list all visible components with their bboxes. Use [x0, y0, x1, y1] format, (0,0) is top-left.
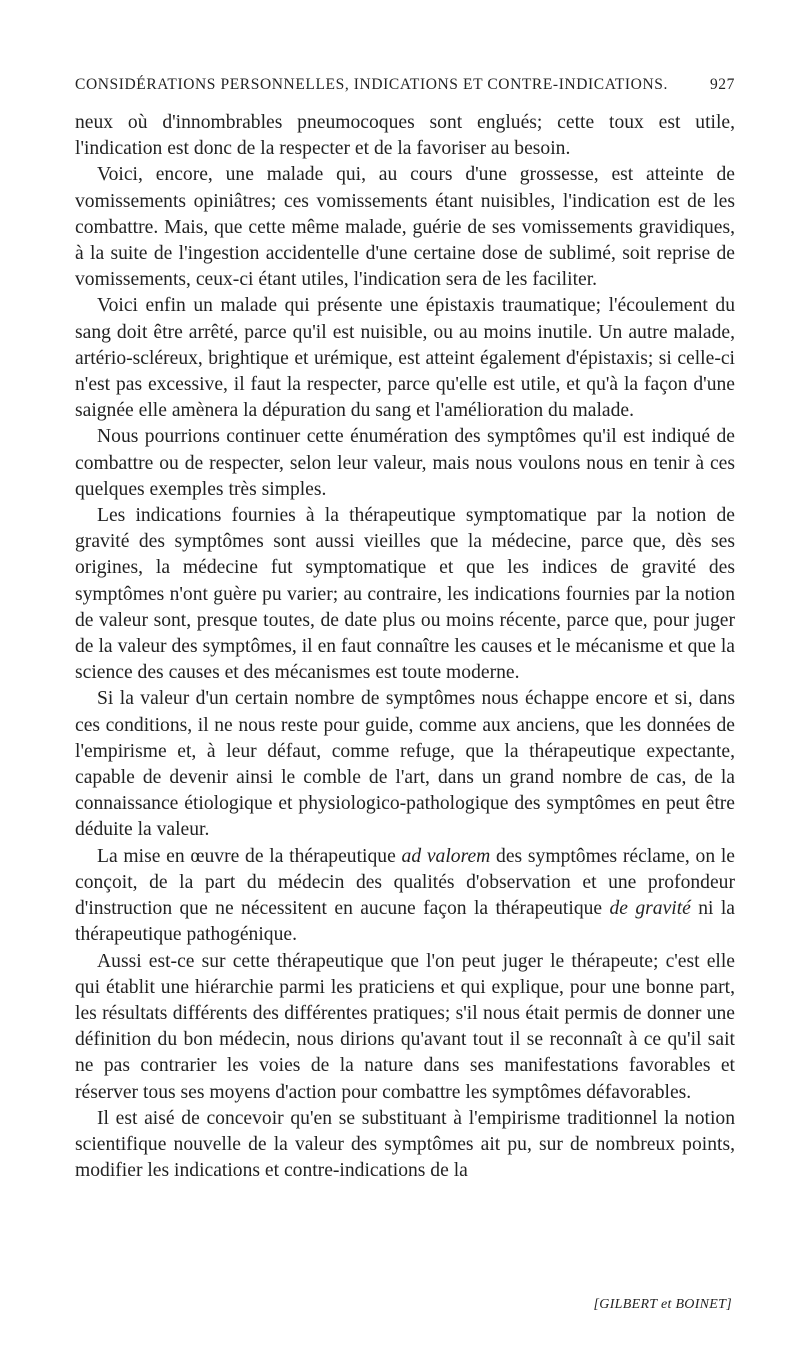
- text-run: La mise en œuvre de la thérapeutique: [97, 845, 402, 867]
- italic-phrase: ad valorem: [401, 845, 491, 867]
- text-run: ni la thérapeutique pathogénique.: [75, 898, 735, 946]
- paragraph: Nous pourrions continuer cette énumération des symptômes qu'il est indiqué de combattre ou de respecter, selon leur valeur, mais nous voulons nous en tenir à ces quelques exemples très simples.: [75, 426, 735, 500]
- body-text: [75, 110, 735, 1184]
- paragraph: Voici, encore, une malade qui, au cours d'une grossesse, est atteinte de vomissements opiniâtres; ces vomissements étant nuisibles, l'indication est de les combattre. Mais, que cette même malade, guérie de ses vomissements gravidiques, à la suite de l'ingestion accidentelle d'une certaine dose de sublimé, soit reprise de vomissements, ceux-ci étant utiles, l'indication sera de les faciliter.: [75, 164, 735, 291]
- page-number: 927: [709, 76, 735, 93]
- text-run: des symptômes réclame, on le conçoit, de la part du médecin des qualités d'observation et une profondeur d'instruction que ne nécessitent en aucune façon la thérapeutique: [75, 845, 735, 920]
- paragraph: Il est aisé de concevoir qu'en se substituant à l'empirisme traditionnel la notion scientifique nouvelle de la valeur des symptômes ait pu, sur de nombreux points, modifier les indications et contre-indications de la: [75, 1107, 735, 1182]
- footer-signature: [GILBERT et BOINET]: [593, 1297, 732, 1312]
- paragraph: Les indications fournies à la thérapeutique symptomatique par la notion de gravité des symptômes sont aussi vieilles que la médecine, parce que, dès ses origines, la médecine fut symptomatique et que les indices de gravité des symptômes n'ont guère pu varier; au contraire, les indications fournies par la notion de valeur sont, presque toutes, de date plus ou moins récente, parce que, pour juger de la valeur des symptômes, il en faut connaître les causes et le mécanisme et que la science des causes et des mécanismes est toute moderne.: [75, 505, 735, 684]
- italic-phrase: de gravité: [609, 898, 691, 920]
- running-header: [75, 76, 735, 94]
- paragraph: Si la valeur d'un certain nombre de symptômes nous échappe encore et si, dans ces conditions, il ne nous reste pour guide, comme aux anciens, que les données de l'empirisme et, à leur défaut, comme refuge, que la thérapeutique expectante, capable de devenir ainsi le comble de l'art, dans un grand nombre de cas, de la connaissance étiologique et physiologico-pathologique des symptômes en peut être déduite la valeur.: [75, 688, 735, 841]
- paragraph: Aussi est-ce sur cette thérapeutique que l'on peut juger le thérapeute; c'est elle qui établit une hiérarchie parmi les praticiens et qui explique, pour une bonne part, les résultats différents des différentes pratiques; s'il nous était permis de donner une définition du bon médecin, nous dirions qu'avant tout il se reconnaît à ce qu'il sait ne pas contrarier les voies de la nature dans ses manifestations favorables et réserver tous ses moyens d'action pour combattre les symptômes défavorables.: [75, 950, 735, 1103]
- paragraph: Voici enfin un malade qui présente une épistaxis traumatique; l'écoulement du sang doit être arrêté, parce qu'il est nuisible, ou au moins inutile. Un autre malade, artério-scléreux, brightique et urémique, est atteint également d'épistaxis; si celle-ci n'est pas excessive, il faut la respecter, parce qu'elle est utile, et qu'à la façon d'une saignée elle amènera la dépuration du sang et l'amélioration du malade.: [75, 295, 735, 422]
- running-title: CONSIDÉRATIONS PERSONNELLES, INDICATIONS ET CONTRE-INDICATIONS.: [75, 76, 668, 93]
- paragraph: neux où d'innombrables pneumocoques sont englués; cette toux est utile, l'indication est donc de la respecter et de la favoriser au besoin.: [75, 112, 735, 160]
- paragraph-ad-valorem: [75, 844, 735, 949]
